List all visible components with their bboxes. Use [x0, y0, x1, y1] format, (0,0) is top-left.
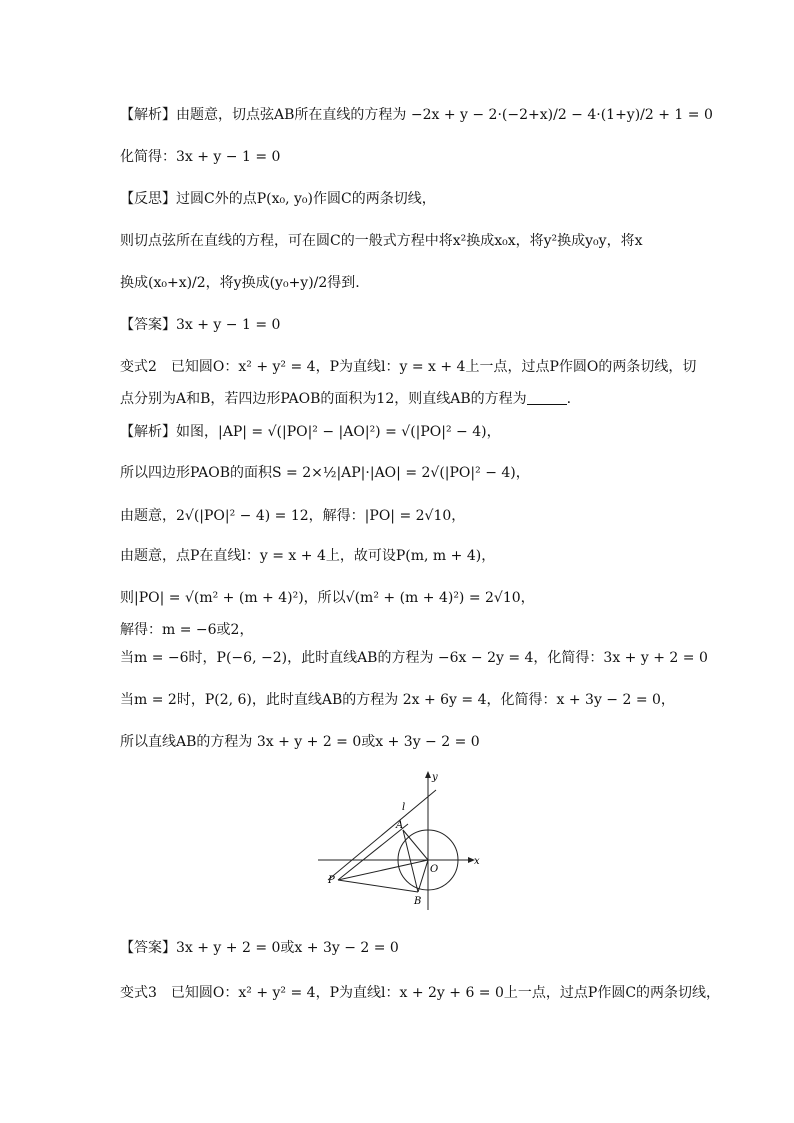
text-line-17: 所以直线AB的方程为 3x + y + 2 = 0或x + 3y − 2 = 0 — [120, 734, 480, 750]
text-line-13: 则|PO| = √(m² + (m + 4)²)，所以√(m² + (m + 4)²) = 2√10， — [120, 590, 535, 606]
text-line-10: 所以四边形PAOB的面积S = 2×½|AP|·|AO| = 2√(|PO|² − 4)， — [120, 465, 530, 481]
text-line-11: 由题意，2√(|PO|² − 4) = 12，解得：|PO| = 2√10， — [120, 508, 466, 524]
text-line-14: 解得：m = −6或2， — [120, 622, 254, 638]
label-p: P — [328, 875, 335, 886]
text-line-8-end: . — [566, 391, 572, 407]
tangent-pa — [338, 824, 408, 880]
text-line-12: 由题意，点P在直线l：y = x + 4上，故可设P(m, m + 4)， — [120, 548, 496, 564]
text-line-19: 变式3 已知圆O：x² + y² = 4，P为直线l：x + 2y + 6 = 0上一点，过点P作圆C的两条切线， — [120, 985, 721, 1001]
text-line-6: 【答案】3x + y − 1 = 0 — [120, 317, 281, 333]
text-line-1: 【解析】由题意，切点弦AB所在直线的方程为 −2x + y − 2·(−2+x)/2 − 4·(1+y)/2 + 1 = 0 — [120, 107, 713, 123]
text-line-4: 则切点弦所在直线的方程，可在圆C的一般式方程中将x²换成x₀x，将y²换成y₀y，将x — [120, 233, 643, 249]
text-line-16: 当m = 2时，P(2, 6)，此时直线AB的方程为 2x + 6y = 4，化简得：x + 3y − 2 = 0， — [120, 692, 675, 708]
text-line-5: 换成(x₀+x)/2，将y换成(y₀+y)/2得到. — [120, 275, 360, 291]
text-line-18: 【答案】3x + y + 2 = 0或x + 3y − 2 = 0 — [120, 940, 399, 956]
text-line-2: 化简得：3x + y − 1 = 0 — [120, 149, 281, 165]
label-l: l — [402, 802, 406, 813]
text-line-8-main: 点分别为A和B，若四边形PAOB的面积为12，则直线AB的方程为 — [120, 391, 527, 407]
label-o: O — [430, 864, 439, 875]
label-b: B — [414, 896, 422, 907]
label-y: y — [432, 772, 438, 783]
text-line-7: 变式2 已知圆O：x² + y² = 4，P为直线l：y = x + 4上一点，过点P作圆O的两条切线，切 — [120, 359, 697, 375]
y-axis-arrow — [425, 771, 431, 778]
text-line-3: 【反思】过圆C外的点P(x₀, y₀)作圆C的两条切线， — [120, 191, 436, 207]
geometry-figure — [318, 770, 483, 910]
label-x: x — [474, 856, 480, 867]
radius-ob — [418, 860, 428, 892]
text-line-8 — [120, 389, 571, 409]
line-l — [328, 790, 439, 880]
text-line-15: 当m = −6时，P(−6, −2)，此时直线AB的方程为 −6x − 2y = 4，化简得：3x + y + 2 = 0 — [120, 650, 708, 666]
tangent-pb — [338, 880, 418, 892]
label-a: A — [396, 820, 404, 831]
text-line-9: 【解析】如图，|AP| = √(|PO|² − |AO|²) = √(|PO|² − 4)， — [120, 424, 501, 440]
answer-blank — [527, 390, 567, 405]
